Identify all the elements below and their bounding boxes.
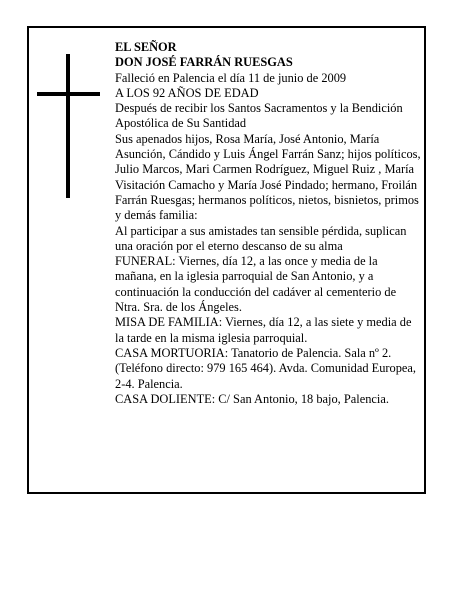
mourning-home-paragraph: CASA DOLIENTE: C/ San Antonio, 18 bajo, Palencia. bbox=[115, 391, 389, 406]
obituary-text bbox=[115, 40, 421, 407]
sacraments-paragraph: Después de recibir los Santos Sacramentos y la Bendición Apostólica de Su Santidad bbox=[115, 101, 403, 131]
cross-horizontal-bar bbox=[37, 92, 100, 96]
age-statement: A LOS 92 AÑOS DE EDAD bbox=[115, 85, 259, 100]
request-paragraph: Al participar a sus amistades tan sensible pérdida, suplican una oración por el eterno descanso de su alma bbox=[115, 223, 407, 253]
funeral-paragraph: FUNERAL: Viernes, día 12, a las once y media de la mañana, en la iglesia parroquial de San Antonio, y a continuación la conducción del cadáver al cementerio de Ntra. Sra. de los Ángeles. bbox=[115, 254, 397, 315]
deceased-title: EL SEÑOR bbox=[115, 40, 177, 54]
family-paragraph: Sus apenados hijos, Rosa María, José Antonio, María Asunción, Cándido y Luis Ángel Farrán Sanz; hijos políticos, Julio Marcos, Mari Carmen Rodríguez, Miguel Ruiz , María Visitación Camacho y María José Pindado; hermano, Froilán Farrán Ruesgas; hermanos políticos, nietos, bisnietos, primos y demás familia: bbox=[115, 131, 421, 223]
family-mass-paragraph: MISA DE FAMILIA: Viernes, día 12, a las siete y media de la tarde en la misma iglesia parroquial. bbox=[115, 315, 412, 345]
mortuary-paragraph: CASA MORTUORIA: Tanatorio de Palencia. Sala nº 2. (Teléfono directo: 979 165 464). Avda. Comunidad Europea, 2-4. Palencia. bbox=[115, 345, 417, 391]
death-statement: Falleció en Palencia el día 11 de junio de 2009 bbox=[115, 70, 347, 85]
deceased-name: DON JOSÉ FARRÁN RUESGAS bbox=[115, 55, 293, 70]
cross-vertical-bar bbox=[66, 54, 70, 198]
